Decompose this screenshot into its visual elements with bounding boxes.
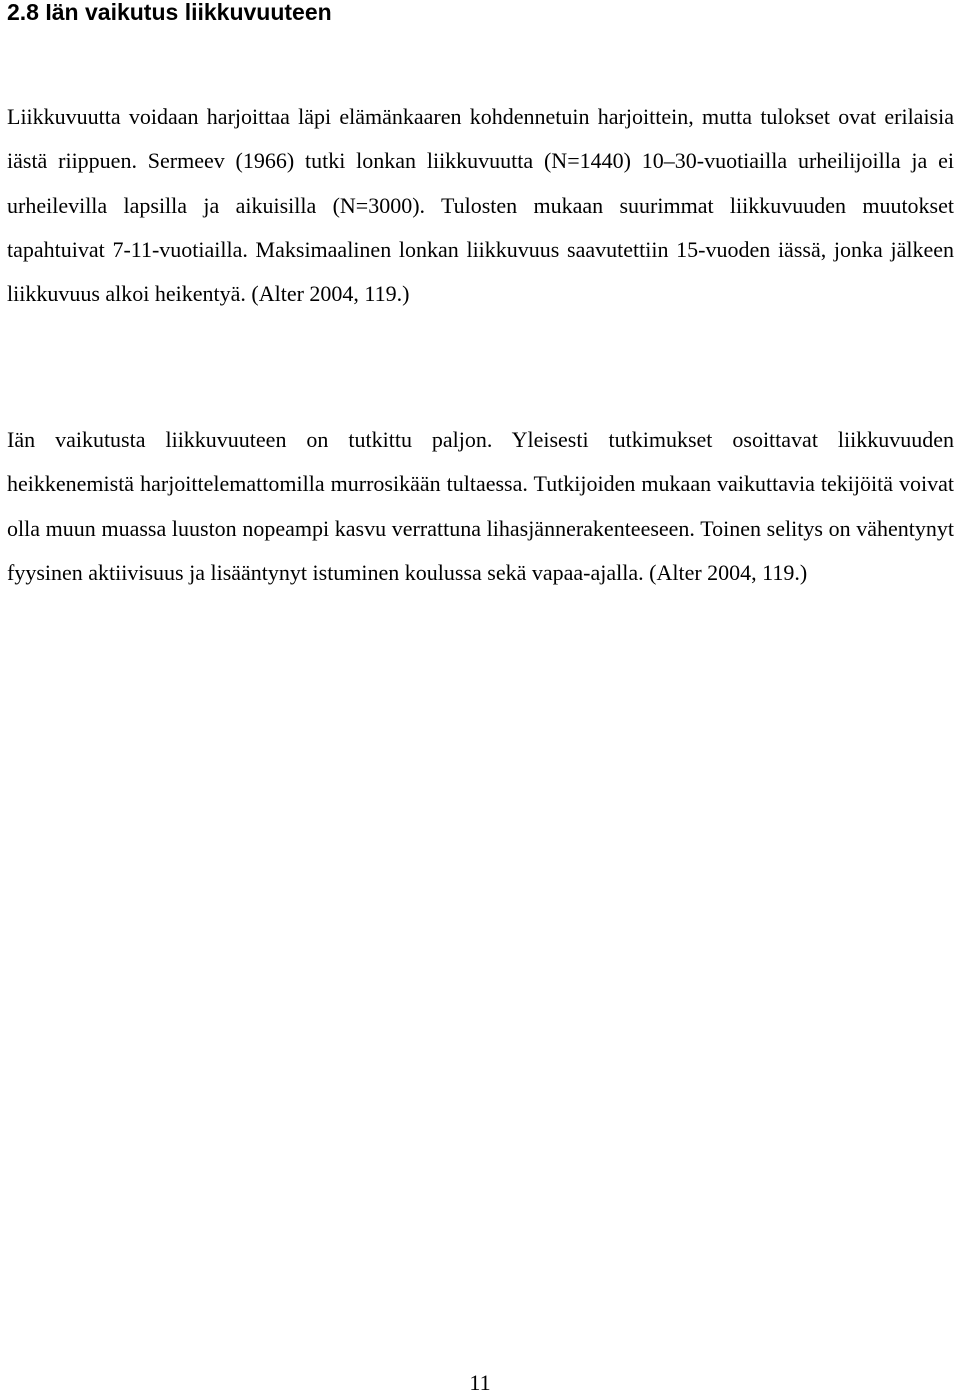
body-paragraph-1: Liikkuvuutta voidaan harjoittaa läpi elämänkaaren kohdennetuin harjoittein, mutta tulokset ovat erilaisia iästä riippuen. Sermeev (1966) tutki lonkan liikkuvuutta (N=1440) 10–30-vuotiailla urheilijoilla ja ei urheilevilla lapsilla ja aikuisilla (N=3000). Tulosten mukaan suurimmat liikkuvuuden muutokset tapahtuivat 7-11-vuotiailla. Maksimaalinen lonkan liikkuvuus saavutettiin 15-vuoden iässä, jonka jälkeen liikkuvuus alkoi heikentyä. (Alter 2004, 119.) xyxy=(7,104,954,307)
page-number: 11 xyxy=(469,1370,491,1395)
body-paragraph-2: Iän vaikutusta liikkuvuuteen on tutkittu paljon. Yleisesti tutkimukset osoittavat liikkuvuuden heikkenemistä harjoittelemattomilla murrosikään tultaessa. Tutkijoiden mukaan vaikuttavia tekijöitä voivat olla muun muassa luuston nopeampi kasvu verrattuna lihasjännerakenteeseen. Toinen selitys on vähentynyt fyysinen aktiivisuus ja lisääntynyt istuminen koulussa sekä vapaa-ajalla. (Alter 2004, 119.) xyxy=(7,427,954,585)
section-heading: 2.8 Iän vaikutus liikkuvuuteen xyxy=(7,0,332,25)
